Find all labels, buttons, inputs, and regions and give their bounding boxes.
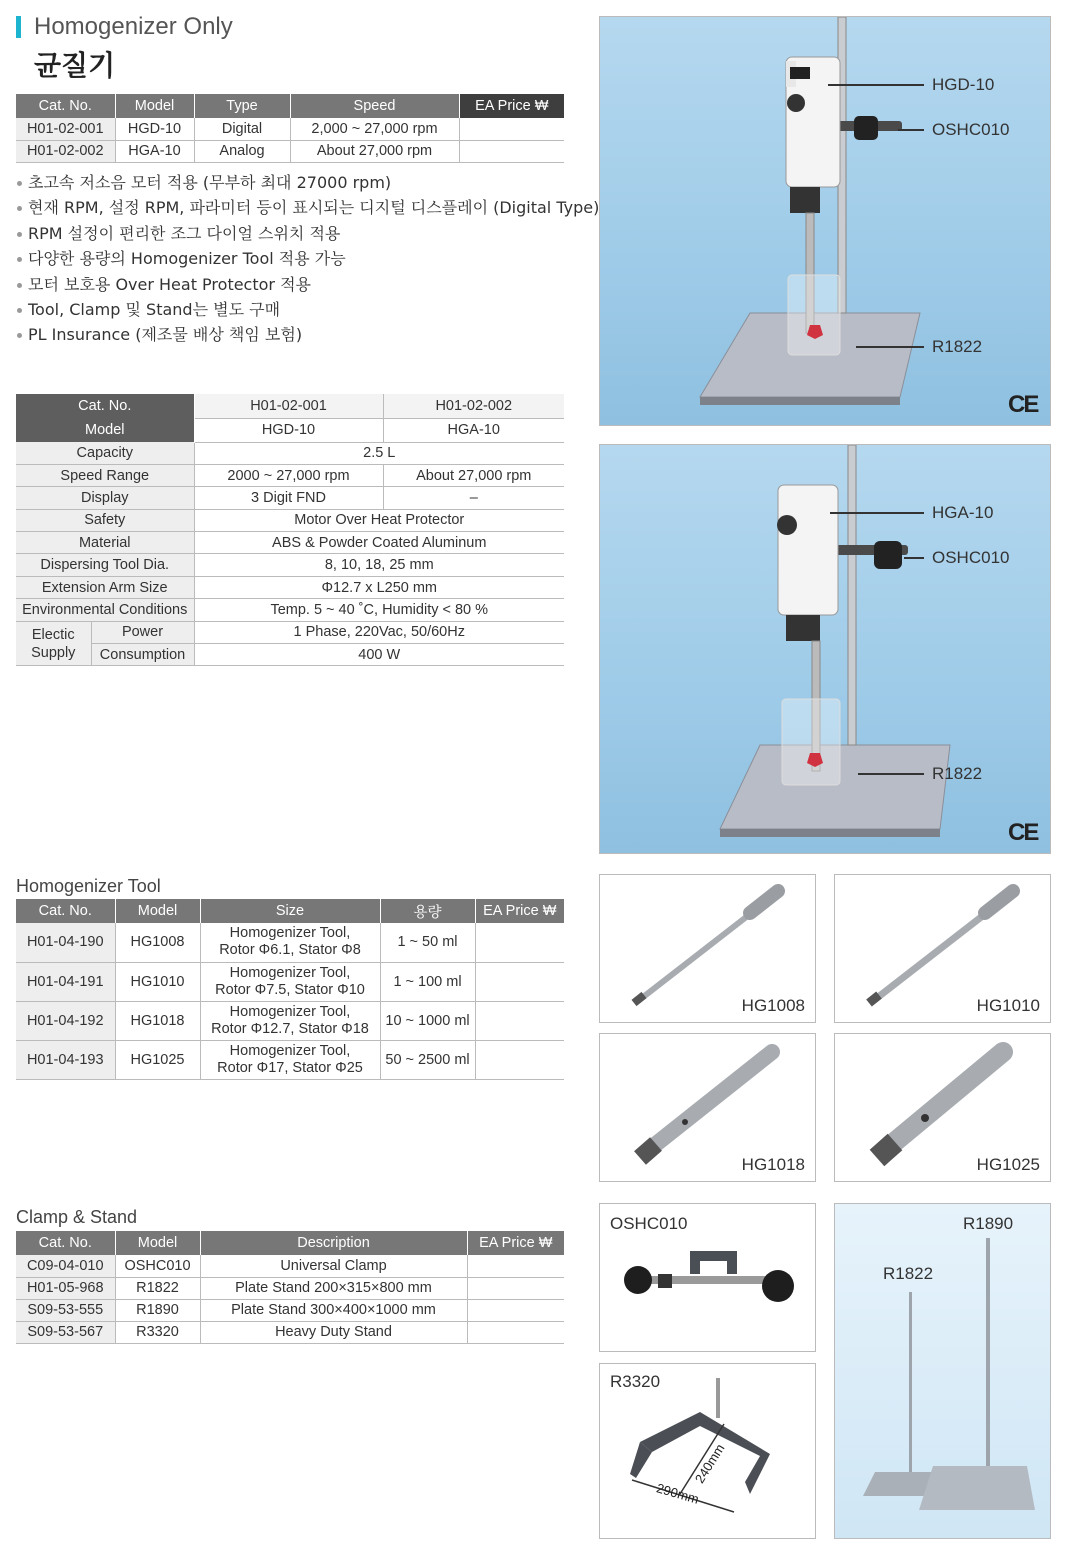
table-row: H01-04-190 HG1008 Homogenizer Tool, Rotor Φ6.1, Stator Φ8 1 ~ 50 ml bbox=[16, 923, 564, 962]
stand-large-label: R1890 bbox=[963, 1214, 1014, 1233]
feature-list bbox=[16, 170, 599, 348]
spec-table: Cat. No. H01-02-001 H01-02-002 Model HGD-10 HGA-10 Capacity 2.5 L Speed Range 2000 ~ 27,000 rpm About 27,000 rpm Display 3 Digit FND – Safety Motor Over Heat Protector Material ABS & Powder Coated Aluminum Dispersing Tool Dia. 8, 10, 18, 25 mm Extension Arm Size Φ12.7 x L250 mm Environmental Conditions Temp. 5 ~ 40 ˚C, Humidity < 80 % Electic Supply Power 1 Phase, 220Vac, 50/60Hz Consumption 400 W bbox=[16, 394, 564, 666]
tool-photo-hg1018 bbox=[599, 1033, 816, 1182]
product-photo-hgd10 bbox=[599, 16, 1051, 426]
list-item: RPM 설정이 편리한 조그 다이얼 스위치 적용 bbox=[16, 221, 599, 246]
product-photo-hga10 bbox=[599, 444, 1051, 854]
page-title-ko: 균질기 bbox=[34, 49, 116, 82]
label-stand: R1822 bbox=[932, 764, 983, 783]
label-clamp: OSHC010 bbox=[932, 120, 1010, 139]
ce-mark: CE bbox=[1008, 819, 1038, 846]
table-row: H01-05-968 R1822 Plate Stand 200×315×800 mm bbox=[16, 1277, 564, 1299]
col-type: Type bbox=[194, 94, 290, 118]
heavy-stand-label: R3320 bbox=[610, 1372, 661, 1391]
dimension-b: 290mm bbox=[654, 1480, 701, 1507]
table-row: H01-04-192 HG1018 Homogenizer Tool, Rotor Φ12.7, Stator Φ18 10 ~ 1000 ml bbox=[16, 1001, 564, 1040]
stand-small-label: R1822 bbox=[883, 1264, 934, 1283]
label-clamp: OSHC010 bbox=[932, 548, 1010, 567]
table-row: S09-53-555 R1890 Plate Stand 300×400×1000 mm bbox=[16, 1299, 564, 1321]
table-row: H01-02-001 HGD-10 Digital 2,000 ~ 27,000 rpm bbox=[16, 118, 564, 140]
list-item: 모터 보호용 Over Heat Protector 적용 bbox=[16, 272, 599, 297]
tool-photo-hg1008 bbox=[599, 874, 816, 1023]
list-item: 현재 RPM, 설정 RPM, 파라미터 등이 표시되는 디지털 디스플레이 (Digital Type) bbox=[16, 195, 599, 220]
clamp-section-title: Clamp & Stand bbox=[16, 1207, 138, 1227]
col-model: Model bbox=[115, 94, 194, 118]
table-row: C09-04-010 OSHC010 Universal Clamp bbox=[16, 1255, 564, 1277]
list-item: 다양한 용량의 Homogenizer Tool 적용 가능 bbox=[16, 246, 599, 271]
dimension-a: 240mm bbox=[691, 1441, 728, 1486]
table-row: H01-02-002 HGA-10 Analog About 27,000 rpm bbox=[16, 140, 564, 162]
tool-label: HG1025 bbox=[976, 1155, 1040, 1174]
label-motor: HGD-10 bbox=[932, 75, 995, 94]
list-item: 초고속 저소음 모터 적용 (무부하 최대 27000 rpm) bbox=[16, 170, 599, 195]
tool-label: HG1018 bbox=[741, 1155, 805, 1174]
tool-label: HG1008 bbox=[741, 996, 805, 1015]
title-accent-bar bbox=[16, 16, 21, 38]
tool-photo-hg1025 bbox=[834, 1033, 1051, 1182]
page-title-en: Homogenizer Only bbox=[34, 13, 233, 40]
heavy-stand-photo bbox=[599, 1363, 816, 1539]
list-item: Tool, Clamp 및 Stand는 별도 구매 bbox=[16, 297, 599, 322]
label-stand: R1822 bbox=[932, 337, 983, 356]
table-row: H01-04-191 HG1010 Homogenizer Tool, Rotor Φ7.5, Stator Φ10 1 ~ 100 ml bbox=[16, 962, 564, 1001]
label-motor: HGA-10 bbox=[932, 503, 994, 522]
col-speed: Speed bbox=[290, 94, 459, 118]
clamp-table: Cat. No. Model Description EA Price ₩ C09-04-010 OSHC010 Universal Clamp H01-05-968 R1822 Plate Stand 200×315×800 mm S09-53-555 R1890 Plate Stand 300×400×1000 mm S09-53-567 R3320 Heavy Duty Stand bbox=[16, 1231, 564, 1344]
list-item: PL Insurance (제조물 배상 책임 보험) bbox=[16, 322, 599, 347]
col-price: EA Price ₩ bbox=[459, 94, 564, 118]
stand-photo bbox=[834, 1203, 1051, 1539]
tool-table: Cat. No. Model Size 용량 EA Price ₩ H01-04-190 HG1008 Homogenizer Tool, Rotor Φ6.1, Stator Φ8 1 ~ 50 ml H01-04-191 HG1010 Homogenizer Tool, Rotor Φ7.5, Stator Φ10 1 ~ 100 ml H01-04-192 HG1018 Homogenizer Tool, Rotor Φ12.7, Stator Φ18 10 ~ 1000 ml H01-04-193 HG1025 Homogenizer Tool, Rotor Φ17, Stator Φ25 50 ~ 2500 ml bbox=[16, 899, 564, 1080]
tool-section-title: Homogenizer Tool bbox=[16, 876, 161, 896]
tool-photo-hg1010 bbox=[834, 874, 1051, 1023]
clamp-label: OSHC010 bbox=[610, 1214, 688, 1233]
col-cat: Cat. No. bbox=[16, 94, 115, 118]
table-row: S09-53-567 R3320 Heavy Duty Stand bbox=[16, 1321, 564, 1343]
tool-label: HG1010 bbox=[976, 996, 1040, 1015]
table-row: H01-04-193 HG1025 Homogenizer Tool, Rotor Φ17, Stator Φ25 50 ~ 2500 ml bbox=[16, 1040, 564, 1079]
ce-mark: CE bbox=[1008, 391, 1038, 418]
clamp-photo bbox=[599, 1203, 816, 1352]
model-table bbox=[16, 94, 564, 163]
